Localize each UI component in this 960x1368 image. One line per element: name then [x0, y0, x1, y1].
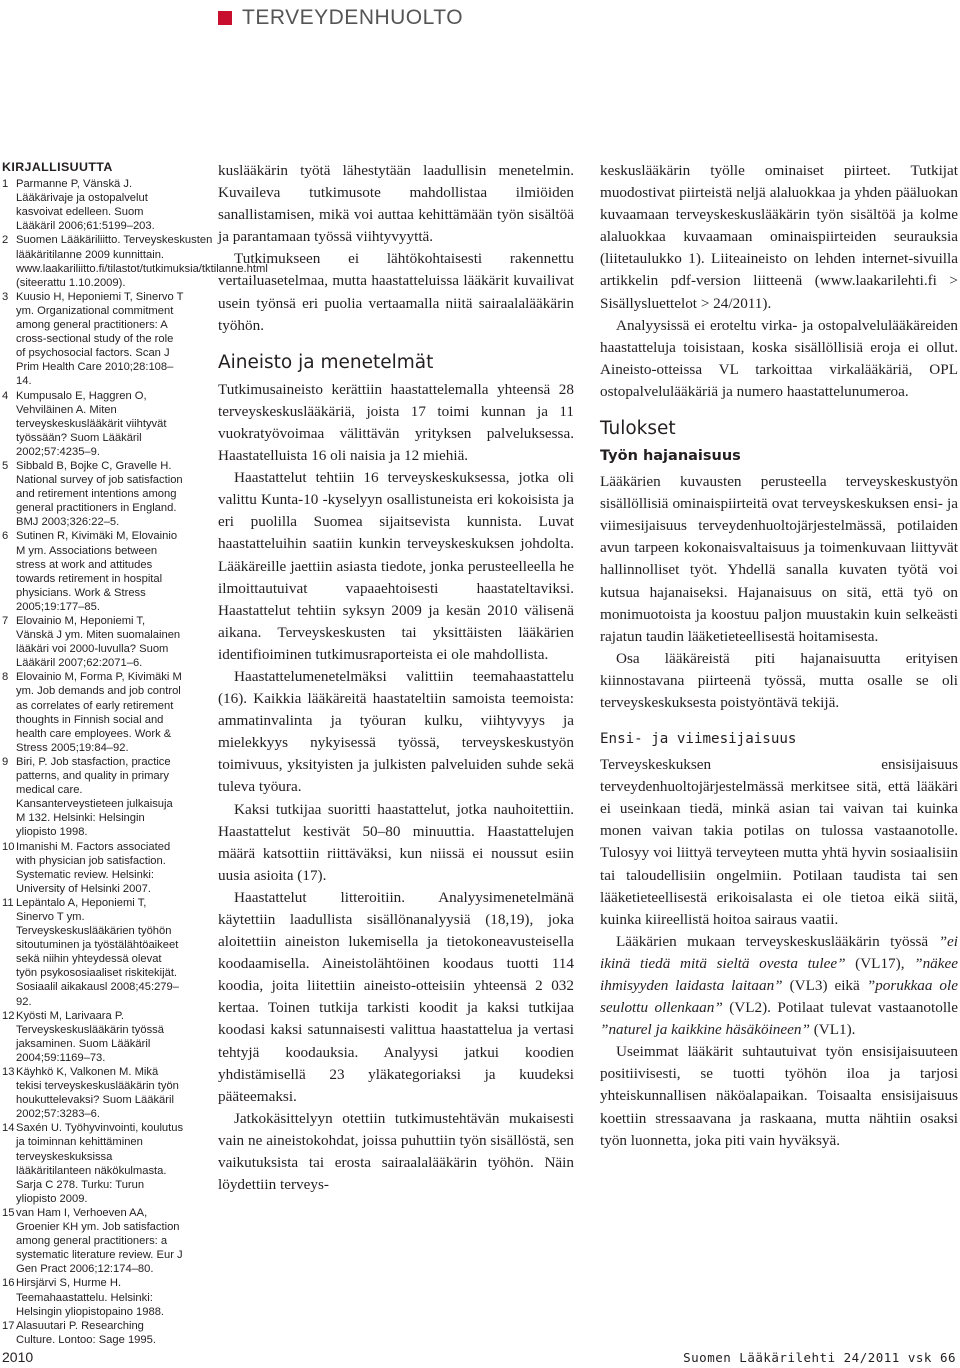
reference-number: 2 [2, 234, 9, 247]
reference-number: 12 [2, 1009, 15, 1022]
reference-number: 14 [2, 1122, 15, 1135]
reference-number: 3 [2, 290, 9, 303]
paragraph: keskuslääkärin työlle ominaiset piirteet. Tutkijat muodostivat piirteistä neljä alaluokkaa ja yhden pääluokan kuvaamaan terveyskeskuslääkärin työn sisältöä ja kolme alaluokkaa kuvaamaan ominaispiirteiden seurauksia (liitetaulukko 1). Liiteaineisto on lehden internet-sivuilla artikkelin pdf-version liitteenä (www.laakarilehti.fi > Sisällysluettelot > 24/2011). [600, 162, 958, 312]
reference-number: 4 [2, 389, 9, 402]
section-marker-square [218, 11, 232, 25]
reference-text: Sutinen R, Kivimäki M, Elovainio M ym. Associations between stress at work and attitudes towards retirement in hospital physicians. Work & Stress 2005;19:177–85. [16, 530, 178, 613]
reference-text: Lepäntalo A, Heponiemi T, Sinervo T ym. Terveyskeskuslääkärien työhön sitoutuminen ja työstälähtöaikeet sekä niihin yhteydessä olevat työn psykososiaaliset riskitekijät. Sosiaalil aikakausl 2008;45:279–92. [16, 896, 179, 1008]
paragraph: kuslääkärin työtä lähestytään laadullisin menetelmin. Kuvaileva tutkimusote mahdollistaa ilmiöiden sanallistamisen, mikä voi auttaa kehittämään työn sisältöä ja parantamaan työssä viihtyvyyttä. [218, 162, 574, 246]
reference-number: 6 [2, 530, 9, 543]
reference-text: van Ham I, Verhoeven AA, Groenier KH ym. Job satisfaction among general practitioners: a systematic literature review. Eur J Gen Pract 2006;12:174–80. [16, 1206, 183, 1276]
reference-item [2, 670, 184, 755]
references-title: KIRJALLISUUTTA [2, 160, 113, 174]
reference-number: 7 [2, 615, 9, 627]
paragraph: Analyysissä ei eroteltu virka- ja ostopalvelulääkäreiden haastatteluja toisistaan, koska sisällöllisiä eroja ei ollut. Aineisto-otteissa VL tarkoittaa virkalääkäriä, OPL ostopalvelulääkäriä ja numero haastattelunumeroa. [600, 316, 958, 400]
reference-item [2, 459, 184, 529]
paragraph: Haastattelut tehtiin 16 terveyskeskuksessa, jotka oli valittu Kunta-10 -kyselyyn osallistuneista eri kokoisista ja eri puolilla Suomea sijaitsevista kunnista. Luvat haastatteluihin saatiin kunkin terveyskeskuksen johdolta. Lääkäreille jaettiin asiasta tiedote, jonka perusteelleella he ilmoittautuivat vapaaehtoisesti haastateltaviksi. Haastattelut tehtiin syksyn 2009 ja kesän 2010 välisenä aikana. Terveyskeskusten tai yksittäisten lääkärien identifioiminen tutkimusraporteista ei ole mahdollista. [218, 469, 574, 663]
reference-item [2, 177, 184, 233]
reference-number: 13 [2, 1066, 15, 1078]
paragraph: Osa lääkäreistä piti hajanaisuutta erityisen kiinnostavana piirteenä työssä, mutta osalle se oli terveyskeskuksesta poistyöntävä tekijä. [600, 649, 958, 711]
paragraph: Haastattelumenetelmäksi valittiin teemahaastattelu (16). Kaikkia lääkäreitä haastateltiin samoista teemoista: ammatinvalinta ja työuran kulku, viihtyvyys ja mielekkyys nykyisessä työssä, terveyskeskustyön toimivuus, yksityisten ja julkisten palveluiden suhde sekä tuleva työura. [218, 667, 574, 796]
quote: ”näkee ihmisyyden laidasta laitaan” [600, 954, 958, 994]
quote: ”ei ikinä tiedä mitä sieltä ovesta tulee” [600, 932, 958, 972]
reference-item [2, 755, 184, 840]
reference-text: Elovainio M, Forma P, Kivimäki M ym. Job demands and job control as correlates of early retirement thoughts in Finnish social and health care employees. Work & Stress 2005;19:84–92. [16, 671, 182, 754]
text-run: (VL17), [845, 954, 915, 972]
reference-item [2, 529, 184, 614]
reference-item [2, 1276, 184, 1318]
quote: ”naturel ja kaikkine häsäköineen” [600, 1021, 810, 1039]
section-heading: Tulokset [600, 418, 676, 440]
reference-item [2, 290, 184, 389]
reference-item [2, 1009, 184, 1065]
reference-text: Kumpusalo E, Haggren O, Vehviläinen A. Miten terveyskeskuslääkärit viihtyvät työssään? Suom Lääkäril 2002;57:4235–9. [16, 389, 167, 458]
quote: ”porukkaa ole seulottu ollenkaan” [600, 977, 958, 1017]
reference-text: Biri, P. Job stasfaction, practice patterns, and quality in primary medical care. Kansanterveystieteen julkaisuja M 132. Helsinki: Helsingin yliopisto 1998. [16, 755, 173, 839]
section-title: TERVEYDENHUOLTO [242, 6, 464, 29]
reference-item [2, 840, 184, 896]
reference-item [2, 896, 184, 1009]
body-column-1 [218, 160, 574, 1196]
references-column [2, 160, 268, 1347]
reference-number: 9 [2, 755, 9, 768]
reference-text: Kyösti M, Larivaara P. Terveyskeskuslääkärin työssä jaksaminen. Suom Lääkäril 2004;59:1169–73. [16, 1009, 164, 1064]
paragraph: Tutkimukseen ei lähtökohtaisesti rakennettu vertailuasetelmaa, mutta haastatteluissa lääkärit kuvailivat usein työnsä eri puolia vertaamalla niitä sairaalalääkärin työhön. [218, 250, 574, 334]
reference-item [2, 1065, 184, 1121]
reference-item [2, 1319, 184, 1347]
reference-text: Kuusio H, Heponiemi T, Sinervo T ym. Organizational commitment among general practitioners: A cross-sectional study of the role of psychosocial factors. Scan J Prim Health Care 2010;28:108–14. [16, 290, 184, 388]
reference-number: 10 [2, 840, 15, 853]
text-run: (VL3) eikä [782, 977, 867, 994]
reference-number: 11 [2, 896, 14, 909]
paragraph: Terveyskeskuksen ensisijaisuus terveydenhuoltojärjestelmässä merkitsee sitä, että lääkäri ei useinkaan tiedä, minkä asian tai vaivan tai kuinka monen vaivan takia potilas on tulossa vastaanotolle. Tulosyy voi liittyä terveyteen mutta yhtä hyvin sosiaalisiin tai taloudellisiin ongelmiin. Potilaan taudista tai sen lääketieteellisestä erikoisalasta ei ole tietoa eikä siitä, kuinka kiireellistä hoitoa sairaus vaatii. [600, 756, 958, 928]
reference-number: 17 [2, 1319, 15, 1332]
reference-number: 1 [2, 178, 9, 191]
reference-number: 8 [2, 671, 9, 684]
paragraph: Lääkärien kuvausten perusteella terveyskeskustyön sisällöllisiä ominaispiirteitä ovat terveyskeskuksen ensi- ja viimesijaisuus terveydenhuoltojärjestelmässä, potilaiden avun tarpeen kokonaisvaltaisuus ja toimenkuvaan liittyvät hallinnolliset työt. Yhdellä sanalla kuvaten työtä voi kutsua hajanaiseksi. Hajanaisuus on sitä, että työ on monimuotoista ja koostuu paljon muustakin kuin selkeästi rajatun taudin lääketieteellisestä hoitamisesta. [600, 473, 958, 645]
body-column-2 [600, 160, 958, 1152]
paragraph: Useimmat lääkärit suhtautuivat työn ensisijaisuuteen positiivisesti, se tuotti työhön iloa ja tarjosi yhteiskunnallisen näköalapaikan. Toisaalta ensisijaisuus koettiin stressaavana ja raskaana, mutta nähtiin osaksi työn luonnetta, joka piti vain hyväksyä. [600, 1043, 958, 1149]
page-number: 2010 [2, 1349, 34, 1365]
reference-item [2, 1206, 184, 1276]
reference-number: 5 [2, 459, 9, 472]
reference-number: 15 [2, 1206, 15, 1219]
reference-text: Käyhkö K, Valkonen M. Mikä tekisi terveyskeskuslääkärin työn houkuttelevaksi? Suom Lääkäril 2002;57:3283–6. [16, 1066, 179, 1121]
reference-item [2, 614, 184, 670]
reference-list [2, 177, 268, 1347]
section-header [218, 4, 463, 32]
subsection-heading: Työn hajanaisuus [600, 448, 741, 465]
reference-text: Alasuutari P. Researching Culture. Lontoo: Sage 1995. [16, 1319, 156, 1346]
reference-text: Saxén U. Työhyvinvointi, koulutus ja toiminnan kehittäminen terveyskeskuksissa lääkäritilanteen näkökulmasta. Sarja C 278. Turku: Turun yliopisto 2009. [16, 1122, 184, 1205]
reference-item [2, 389, 184, 459]
text-run: Lääkärien mukaan terveyskeskuslääkärin työssä [616, 932, 939, 950]
reference-number: 16 [2, 1277, 15, 1290]
journal-footer: Suomen Lääkärilehti 24/2011 vsk 66 [683, 1350, 956, 1365]
reference-text: Imanishi M. Factors associated with physician job satisfaction. Systematic review. Helsinki: University of Helsinki 2007. [16, 840, 171, 895]
subsection-heading: Ensi- ja viimesijaisuus [600, 731, 797, 748]
reference-text: Sibbald B, Bojke C, Gravelle H. National survey of job satisfaction and retirement intentions among general practitioners in England. BMJ 2003;326:22–5. [16, 459, 183, 529]
reference-text: Hirsjärvi S, Hurme H. Teemahaastattelu. Helsinki: Helsingin yliopistopaino 1988. [16, 1277, 165, 1318]
text-run: (VL1). [809, 1021, 856, 1039]
paragraph: Kaksi tutkijaa suoritti haastattelut, jotka nauhoitettiin. Haastattelut kestivät 50–80 minuuttia. Haastattelujen määrä katsottiin riittäväksi, kun niissä ei noussut esiin uusia asioita (17). [218, 800, 574, 884]
reference-text: Elovainio M, Heponiemi T, Vänskä J ym. Miten suomalainen lääkäri voi 2000-luvulla? Suom Lääkäril 2007;62:2071–6. [16, 615, 181, 670]
text-run: (VL2). Potilaat tulevat vastaanotolle [722, 999, 958, 1017]
reference-text: Parmanne P, Vänskä J. Lääkärivaje ja ostopalvelut kasvoivat edelleen. Suom Lääkäril 2006;61:5199–203. [16, 178, 155, 233]
reference-item [2, 233, 268, 289]
paragraph [600, 931, 958, 1041]
section-heading: Aineisto ja menetelmät [218, 351, 434, 373]
paragraph: Haastattelut litteroitiin. Analyysimenetelmänä käytettiin laadullista sisällönanalyysiä (18,19), joka aloitettiin aineiston lukemisella ja tietokoneavusteisella koodaamisella. Aineistolähtöinen koodaus tuotti 114 koodia, joita liitettiin aineisto-otteisiin yhteensä 2 032 kertaa. Toinen tutkija tarkisti koodit ja kaksi tutkijaa koodasi kaksi satunnaisesti valittua haastattelua ja vertasi tehtyjä koodauksia. Analyysi jatkui koodien yhdistämisellä 23 yläkategoriaksi ja kuudeksi pääteemaksi. [218, 888, 574, 1105]
paragraph: Tutkimusaineisto kerättiin haastattelemalla yhteensä 28 terveyskeskuslääkäriä, joista 17 toimi kunnan ja 11 vuokratyövoimaa välittävän yrityksen palveluksessa. Haastatelluista 16 oli naisia ja 12 miehiä. [218, 380, 574, 465]
reference-item [2, 1121, 184, 1206]
reference-text: Suomen Lääkäriliitto. Terveyskeskusten lääkäritilanne 2009 kunnittain. www.laakariliitto.fi/tilastot/tutkimuksia/tktilanne.html (siteerattu 1.10.2009). [16, 234, 268, 289]
paragraph: Jatkokäsittelyyn otettiin tutkimustehtävän mukaisesti vain ne aineistokohdat, joissa puhuttiin työn sisällöstä, sen vaikutuksista tai erosta sairaalalääkärin työhön. Näin löydettiin terveys- [218, 1109, 574, 1194]
